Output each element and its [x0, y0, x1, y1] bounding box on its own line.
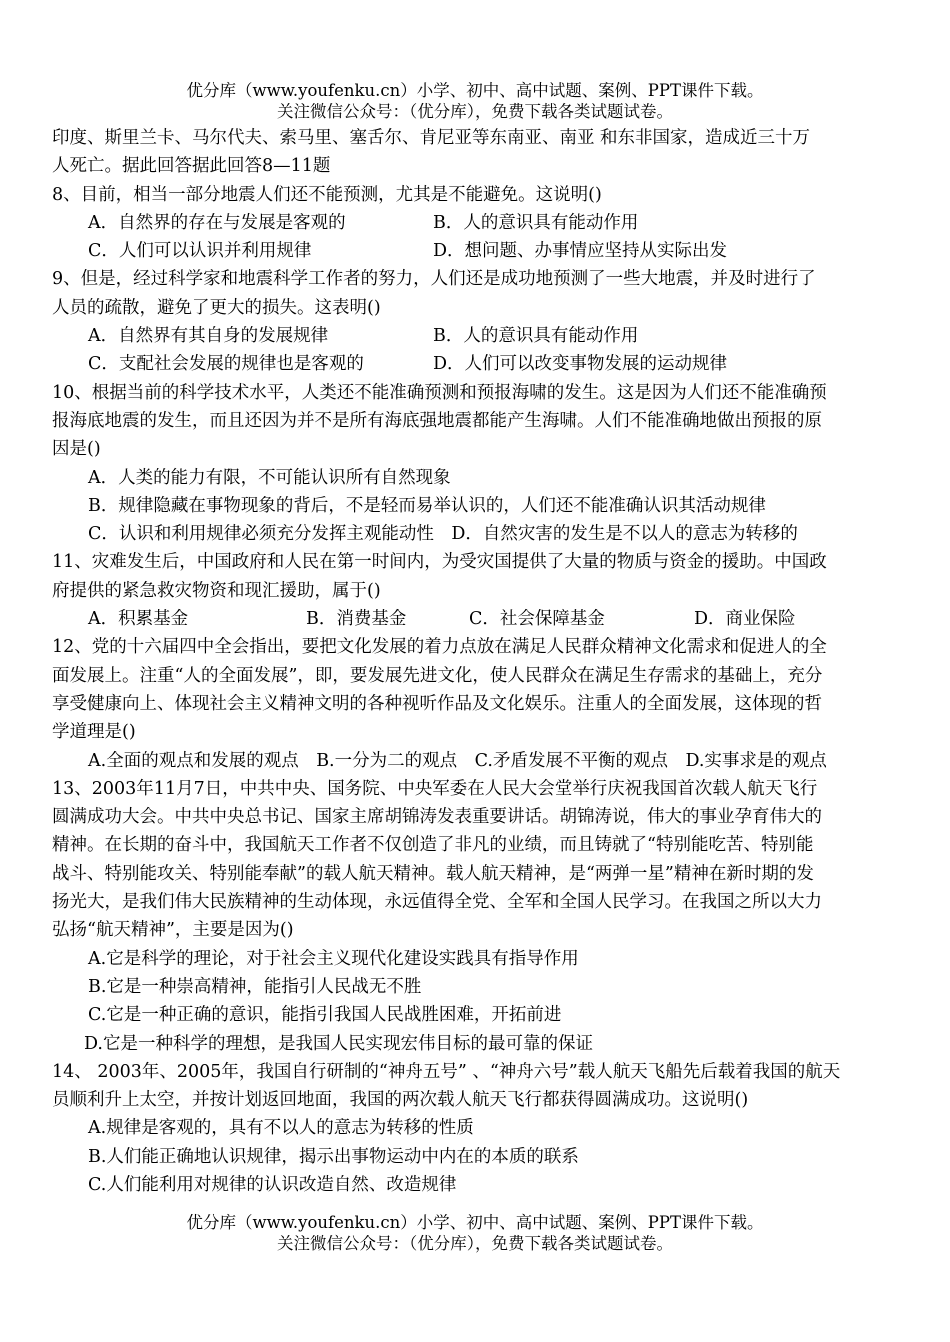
q8-option-d: D．想问题、办事情应坚持从实际出发	[433, 241, 728, 262]
q8-stem: 8、目前，相当一部分地震人们还不能预测，尤其是不能避免。这说明()	[52, 184, 602, 205]
q10-stem-line-2: 报海底地震的发生，而且还因为并不是所有海底强地震都能产生海啸。人们不能准确地做出预报的原	[52, 410, 822, 431]
intro-line-2: 人死亡。据此回答据此回答8—11题	[52, 156, 331, 177]
q11-stem-line-1: 11、灾难发生后，中国政府和人民在第一时间内，为受灾国提供了大量的物质与资金的援助。中国政	[52, 552, 827, 573]
q13-option-a: A.它是科学的理论，对于社会主义现代化建设实践具有指导作用	[88, 948, 579, 969]
q8-option-c: C．人们可以认识并利用规律	[88, 241, 312, 262]
q10-option-cd: C．认识和利用规律必须充分发挥主观能动性 D．自然灾害的发生是不以人的意志为转移的	[88, 524, 798, 545]
q10-option-b: B．规律隐藏在事物现象的背后，不是轻而易举认识的，人们还不能准确认识其活动规律	[88, 495, 766, 516]
q11-options-row	[52, 605, 898, 633]
q11-stem-line-2: 府提供的紧急救灾物资和现汇援助，属于()	[52, 580, 381, 601]
q13-stem-line-6: 弘扬“航天精神”，主要是因为()	[52, 920, 294, 941]
q9-options-row-2	[52, 350, 898, 378]
document-body	[52, 124, 898, 1199]
q10-stem-line-1: 10、根据当前的科学技术水平，人类还不能准确预测和预报海啸的发生。这是因为人们还不能准确预	[52, 382, 827, 403]
q9-option-d: D．人们可以改变事物发展的运动规律	[433, 354, 728, 375]
q14-stem-line-2: 员顺利升上太空，并按计划返回地面，我国的两次载人航天飞行都获得圆满成功。这说明()	[52, 1090, 749, 1111]
q13-stem-line-5: 扬光大，是我们伟大民族精神的生动体现，永远值得全党、全军和全国人民学习。在我国之所以大力	[52, 892, 822, 913]
q11-option-c: C．社会保障基金	[469, 609, 605, 630]
q11-option-b: B．消费基金	[306, 609, 407, 630]
q13-stem-line-3: 精神。在长期的奋斗中，我国航天工作者不仅创造了非凡的业绩，而且铸就了“特别能吃苦、特别能	[52, 835, 814, 856]
q10-stem-line-3: 因是()	[52, 439, 101, 460]
q13-stem-line-2: 圆满成功大会。中共中央总书记、国家主席胡锦涛发表重要讲话。胡锦涛说，伟大的事业孕育伟大的	[52, 807, 822, 828]
q12-stem-line-2: 面发展上。注重“人的全面发展”，即，要发展先进文化，使人民群众在满足生存需求的基础上，充分	[52, 665, 823, 686]
page-header	[0, 80, 950, 122]
q11-option-d: D．商业保险	[694, 609, 796, 630]
q12-stem-line-4: 学道理是()	[52, 722, 136, 743]
q12-options: A.全面的观点和发展的观点 B.一分为二的观点 C.矛盾发展不平衡的观点 D.实事求是的观点	[88, 750, 827, 771]
q12-stem-line-3: 享受健康向上、体现社会主义精神文明的各种视听作品及文化娱乐。注重人的全面发展，这体现的哲	[52, 693, 822, 714]
q8-options-row-2	[52, 237, 898, 265]
q13-option-b: B.它是一种崇高精神，能指引人民战无不胜	[88, 976, 422, 997]
q13-stem-line-1: 13、2003年11月7日，中共中央、国务院、中央军委在人民大会堂举行庆祝我国首次载人航天飞行	[52, 778, 818, 799]
q8-option-b: B．人的意识具有能动作用	[433, 212, 639, 233]
q13-stem-line-4: 战斗、特别能攻关、特别能奉献”的载人航天精神。载人航天精神，是“两弹一星”精神在新时期的发	[52, 863, 814, 884]
q10-option-a: A．人类的能力有限，不可能认识所有自然现象	[88, 467, 451, 488]
q9-option-a: A．自然界有其自身的发展规律	[88, 326, 329, 347]
header-line-2: 关注微信公众号：（优分库），免费下载各类试题试卷。	[277, 102, 673, 121]
q14-option-c: C.人们能利用对规律的认识改造自然、改造规律	[88, 1174, 457, 1195]
q14-option-b: B.人们能正确地认识规律，揭示出事物运动中内在的本质的联系	[88, 1146, 579, 1167]
footer-line-2: 关注微信公众号：（优分库），免费下载各类试题试卷。	[277, 1234, 673, 1253]
q9-option-b: B．人的意识具有能动作用	[433, 326, 639, 347]
intro-line-1: 印度、斯里兰卡、马尔代夫、索马里、塞舌尔、肯尼亚等东南亚、南亚 和东非国家，造成近三十万	[52, 128, 811, 148]
q14-option-a: A.规律是客观的，具有不以人的意志为转移的性质	[88, 1118, 474, 1139]
page-footer	[0, 1212, 950, 1254]
q9-option-c: C．支配社会发展的规律也是客观的	[88, 354, 364, 375]
q12-stem-line-1: 12、党的十六届四中全会指出，要把文化发展的着力点放在满足人民群众精神文化需求和促进人的全	[52, 637, 827, 658]
q13-option-d: D.它是一种科学的理想，是我国人民实现宏伟目标的最可靠的保证	[84, 1033, 593, 1054]
q9-stem-line-2: 人员的疏散，避免了更大的损失。这表明()	[52, 297, 381, 318]
q9-options-row-1	[52, 322, 898, 350]
q8-options-row-1	[52, 209, 898, 237]
footer-line-1: 优分库（www.youfenku.cn）小学、初中、高中试题、案例、PPT课件下载。	[186, 1213, 764, 1232]
q11-option-a: A．积累基金	[88, 609, 189, 630]
header-line-1: 优分库（www.youfenku.cn）小学、初中、高中试题、案例、PPT课件下载。	[186, 81, 764, 100]
q14-stem-line-1: 14、 2003年、2005年，我国自行研制的“神舟五号” 、“神舟六号”载人航天飞船先后载着我国的航天	[52, 1061, 841, 1082]
q9-stem-line-1: 9、但是，经过科学家和地震科学工作者的努力，人们还是成功地预测了一些大地震，并及时进行了	[52, 269, 816, 290]
q13-option-c: C.它是一种正确的意识，能指引我国人民战胜困难，开拓前进	[88, 1005, 562, 1026]
q8-option-a: A．自然界的存在与发展是客观的	[88, 212, 346, 233]
